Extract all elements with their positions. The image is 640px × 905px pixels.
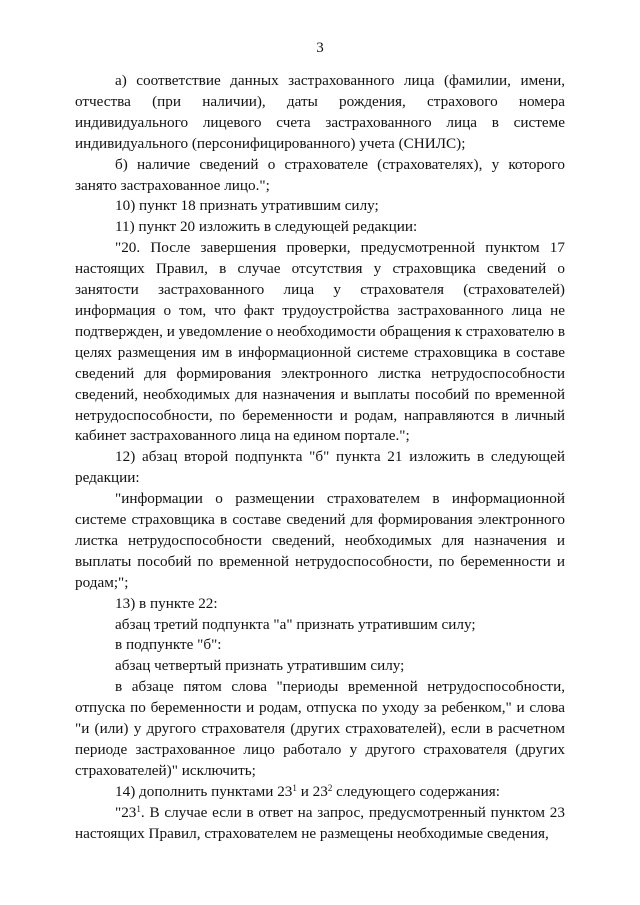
- paragraph: а) соответствие данных застрахованного лица (фамилии, имени, отчества (при наличии), даты рождения, страхового номера индивидуального лицевого счета застрахованного лица в системе индивидуального (персонифицированного) учета (СНИЛС);: [75, 72, 565, 152]
- paragraph: б) наличие сведений о страхователе (страхователях), у которого занято застрахованное лицо.";: [75, 155, 565, 194]
- text-run: следующего содержания:: [332, 782, 500, 800]
- text-run: 14) дополнить пунктами 23: [115, 782, 293, 800]
- paragraph: 11) пункт 20 изложить в следующей редакции:: [115, 218, 418, 236]
- text-run: . В случае если в ответ на запрос, предусмотренный пунктом 23 настоящих Правил, страхователем не размещены необходимые сведения,: [75, 803, 565, 842]
- superscript: 1: [292, 782, 297, 793]
- paragraph: в подпункте "б":: [115, 636, 222, 654]
- paragraph: в абзаце пятом слова "периоды временной нетрудоспособности, отпуска по беременности и родам, отпуска по уходу за ребенком," и слова "и (или) у другого страхователя (других страхователей), если в расчетном периоде застрахованное лицо работало у другого страхователя (других страхователей)" исключить;: [75, 678, 565, 779]
- paragraph: 12) абзац второй подпункта "б" пункта 21 изложить в следующей редакции:: [75, 448, 565, 487]
- page-number: 3: [316, 40, 324, 56]
- paragraph: "20. После завершения проверки, предусмотренной пунктом 17 настоящих Правил, в случае отсутствия у страховщика сведений о занятости застрахованного лица у страхователя (страхователей) информация о том, что факт трудоустройства застрахованного лица не подтвержден, и уведомление о необходимости обращения к страхователю в целях размещения им в информационной системе страховщика в составе сведений для формирования электронного листка нетрудоспособности сведений, необходимых для назначения и выплаты пособий по временной нетрудоспособности, по беременности и родам, направляются в личный кабинет застрахованного лица на едином портале.";: [75, 239, 565, 445]
- superscript: 2: [327, 782, 333, 793]
- superscript: 1: [136, 803, 141, 814]
- document-body: [75, 71, 565, 845]
- paragraph-14: [75, 782, 565, 803]
- paragraph: абзац четвертый признать утратившим силу;: [115, 657, 405, 675]
- paragraph: абзац третий подпункта "а" признать утратившим силу;: [115, 615, 476, 633]
- text-run: "23: [115, 803, 137, 821]
- paragraph: 10) пункт 18 признать утратившим силу;: [115, 197, 379, 215]
- paragraph: "информации о размещении страхователем в информационной системе страховщика в составе сведений для формирования электронного листка нетрудоспособности сведений, необходимых для назначения и выплаты пособий по временной нетрудоспособности, по беременности и родам;";: [75, 490, 565, 591]
- text-run: и 23: [296, 782, 328, 800]
- paragraph-23-1: [75, 803, 565, 845]
- paragraph: 13) в пункте 22:: [115, 594, 218, 612]
